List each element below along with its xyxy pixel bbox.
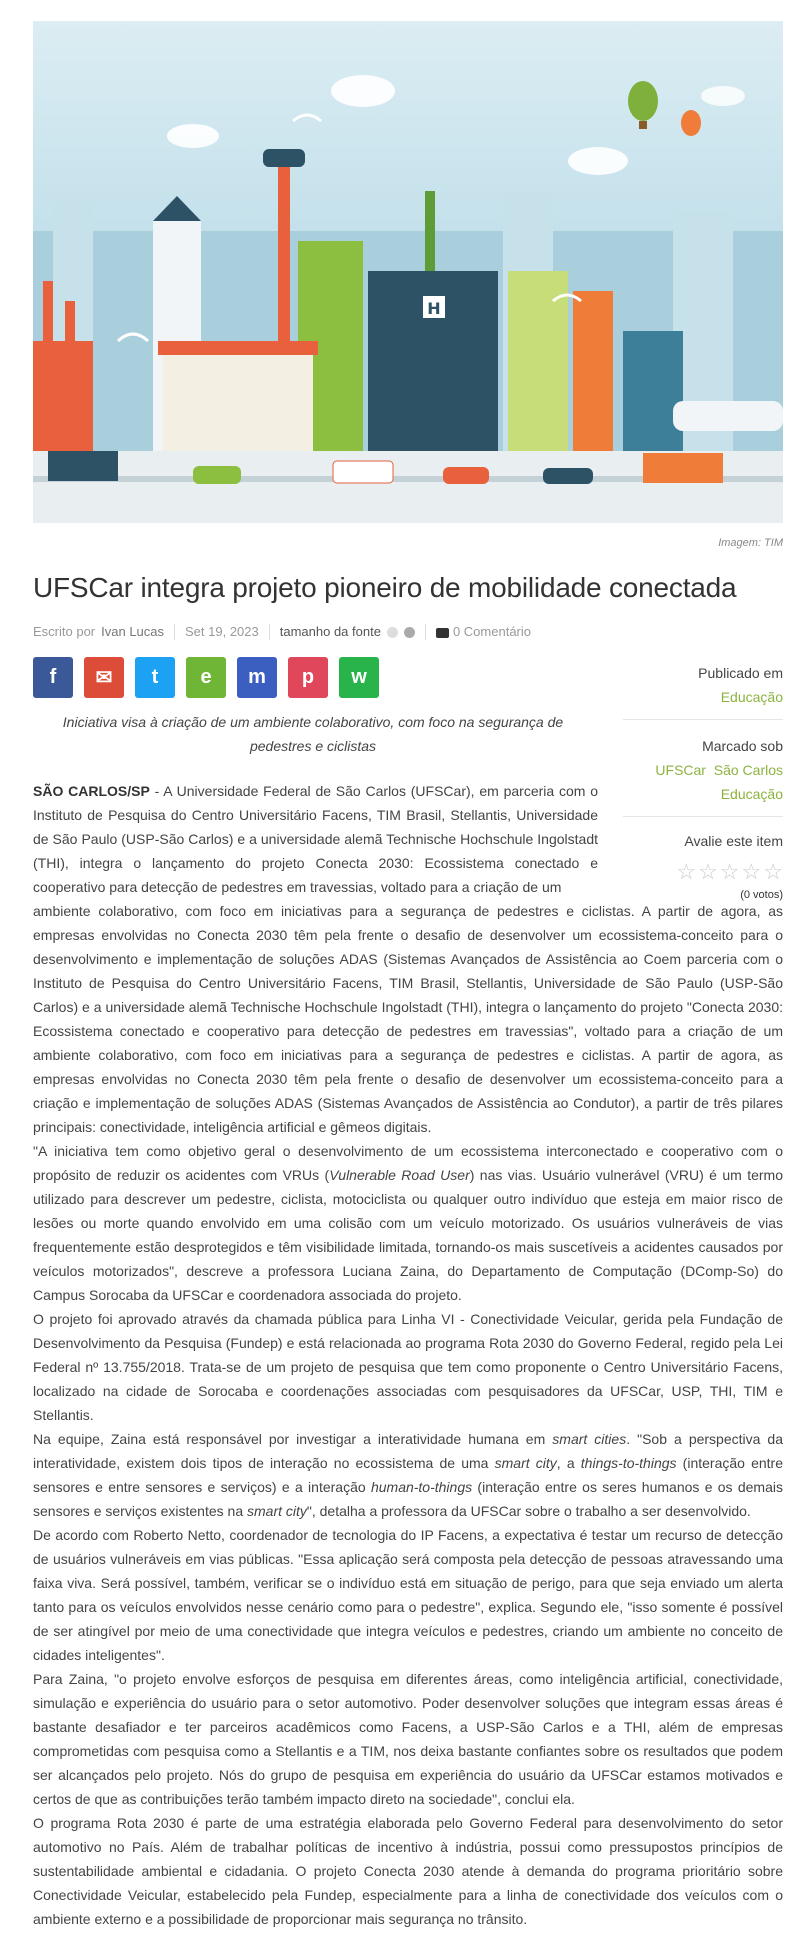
paragraph-text: (interação entre sensores e entre sensores e serviços) e a interação: [33, 1455, 784, 1495]
star-icon[interactable]: ☆: [719, 859, 740, 884]
vote-count: (0 votos): [740, 889, 783, 901]
comment-icon: [436, 628, 449, 638]
pinterest-share-button[interactable]: [288, 657, 328, 698]
paragraph-text: . "Sob a perspectiva da interatividade, existem dois tipos de interação no ecossistema de uma: [33, 1431, 784, 1471]
author-name[interactable]: Ivan Lucas: [101, 624, 165, 639]
divider: [174, 624, 175, 640]
article-body: [33, 779, 783, 1931]
myspace-icon: m: [248, 666, 266, 688]
written-by-label: Escrito por: [33, 624, 96, 639]
paragraph-text: "A iniciativa tem como objetivo geral o desenvolvimento de um ecossistema interconectado e cooperativo com o propósito de reduzir os acidentes com VRUs (: [33, 1143, 783, 1183]
facebook-share-button[interactable]: [33, 657, 73, 698]
image-credit: Imagem: TIM: [718, 537, 783, 549]
emphasis: smart city: [247, 1503, 307, 1519]
star-icon[interactable]: ☆: [698, 859, 718, 884]
article-layout: [33, 657, 783, 1931]
paragraph: De acordo com Roberto Netto, coordenador de tecnologia do IP Facens, a expectativa é testar um recurso de detecção de usuários vulneráveis em vias públicas. "Essa aplicação será composta pela detecção de pessoas atravessando uma faixa viva. Será possível, também, verificar se o indivíduo está em situação de perigo, para que seja enviado um alerta tanto para os veículos envolvidos nesse cenário como para o pedestre", explica. Segundo ele, "isso somente é possível de ser atingível por meio de uma conectividade que integra veículos e pedestres, criando um ambiente no conceito de cidades inteligentes".: [33, 1527, 783, 1663]
evernote-share-button[interactable]: [186, 657, 226, 698]
font-size-label: tamanho da fonte: [279, 624, 381, 639]
paragraph-text: ) nas vias. Usuário vulnerável (VRU) é um termo utilizado para descrever um pedestre, ciclista, motociclista ou qualquer outro indivíduo que esteja em maior risco de lesões ou morte quando envolvido em uma colisão com um veículo motorizado. Os usuários vulneráveis de vias frequentemente estão desprotegidos e têm visibilidade limitada, tornando-os mais suscetíveis a acidentes causados por veículos motorizados", descreve a professora Luciana Zaina, do Departamento de Computação (DComp-So) do Campus Sorocaba da UFSCar e coordenadora associada do projeto.: [33, 1167, 783, 1303]
star-icon[interactable]: ☆: [741, 859, 762, 884]
myspace-share-button[interactable]: [237, 657, 277, 698]
comments-link[interactable]: 0 Comentário: [452, 624, 531, 639]
paragraph-text: ", detalha a professora da UFSCar sobre o trabalho a ser desenvolvido.: [306, 1503, 751, 1519]
paragraph: ambiente colaborativo, com foco em iniciativas para a segurança de pedestres e ciclistas. A partir de agora, as empresas envolvidas no Conecta 2030 têm pela frente o desafio de desenvolver um ecossistema-conceito para o desenvolvimento e implementação de soluções ADAS (Sistemas Avançados de Assistência ao Coem parceria com o Instituto de Pesquisa do Centro Universitário Facens, TIM Brasil, Stellantis, Universidade de São Paulo (USP-São Carlos) e a universidade alemã Technische Hochschule Ingolstadt (THI), integra o lançamento do projeto "Conecta 2030: Ecossistema conectado e cooperativo para detecção de pedestres em travessias", voltado para a criação de um ambiente colaborativo, com foco em iniciativas para a segurança de pedestres e ciclistas. A partir de agora, as empresas envolvidas no Conecta 2030 têm pela frente o desafio de desenvolver um ecossistema-conceito para a criação e implementação de soluções ADAS (Sistemas Avançados de Assistência ao Condutor), a partir de três pilares principais: conectividade, inteligência artificial e gêmeos digitais.: [33, 903, 783, 1135]
font-decrease-icon[interactable]: [387, 627, 398, 638]
tagged-label: Marcado sob: [702, 738, 783, 754]
star-icon[interactable]: ☆: [676, 859, 697, 884]
divider: [269, 624, 270, 640]
rating-stars[interactable]: [623, 861, 783, 883]
paragraph-text: , a: [556, 1455, 581, 1471]
font-increase-icon[interactable]: [404, 627, 415, 638]
article-sidebar: [623, 657, 783, 901]
publish-date: Set 19, 2023: [185, 624, 259, 639]
twitter-share-button[interactable]: [135, 657, 175, 698]
paragraph: [33, 1139, 783, 1307]
category-link[interactable]: Educação: [720, 689, 783, 705]
article-intro: Iniciativa visa à criação de um ambiente colaborativo, com foco na segurança de pedestres e ciclistas: [62, 714, 564, 754]
twitter-icon: t: [151, 666, 159, 688]
emphasis: things-to-things: [580, 1455, 677, 1471]
published-label: Publicado em: [698, 665, 783, 681]
rate-label: Avalie este item: [684, 833, 783, 849]
divider: [425, 624, 426, 640]
email-share-button[interactable]: [84, 657, 124, 698]
evernote-icon: e: [200, 666, 212, 688]
article: [33, 21, 783, 1931]
whatsapp-share-button[interactable]: [339, 657, 379, 698]
tag-link-educacao[interactable]: Educação: [720, 786, 783, 802]
paragraph: Para Zaina, "o projeto envolve esforços de pesquisa em diferentes áreas, como inteligência artificial, conectividade, simulação e experiência do usuário para o setor automotivo. Poder desenvolver soluções que integram essas áreas é bastante desafiador e ter parceiros acadêmicos como Facens, a USP-São Carlos e a THI, além de empresas comprometidas com pesquisa como a Stellantis e a TIM, nos deixa bastante confiantes sobre os resultados que podem ser alcançados pelo projeto. Nós do grupo de pesquisa em experiência do usuário da UFSCar estamos motivados e certos de que as contribuições terão também impacto direto na sociedade", conclui ela.: [33, 1671, 783, 1807]
paragraph: O programa Rota 2030 é parte de uma estratégia elaborada pelo Governo Federal para desenvolvimento do setor automotivo no País. Além de trabalhar políticas de incentivo à indústria, possui como pressupostos princípios de sustentabilidade ambiental e cidadania. O projeto Conecta 2030 atende à demanda do programa prioritário sobre Conectividade Veicular, estabelecido pela Fundep, especialmente para a linha de conectividade dos veículos com o ambiente externo e a possibilidade de proporcionar mais segurança no trânsito.: [33, 1815, 783, 1927]
paragraph: O projeto foi aprovado através da chamada pública para Linha VI - Conectividade Veicular, gerida pela Fundação de Desenvolvimento da Pesquisa (Fundep) e está relacionada ao programa Rota 2030 do Governo Federal, regido pela Lei Federal nº 13.755/2018. Trata-se de um projeto de pesquisa que tem como proponente o Centro Universitário Facens, localizado na cidade de Sorocaba e coordenações associadas com pesquisadores da UFSCar, USP, THI, TIM e Stellantis.: [33, 1311, 783, 1423]
paragraph-text: - A Universidade Federal de São Carlos (UFSCar), em parceria com o Instituto de Pesquisa do Centro Universitário Facens, TIM Brasil, Stellantis, Universidade de São Paulo (USP-São Carlos) e a universidade alemã Technische Hochschule Ingolstadt (THI), integra o lançamento do projeto Conecta 2030: Ecossistema conectado e cooperativo para detecção de pedestres em travessias, voltado para a criação de um: [33, 783, 598, 895]
paragraph: [33, 1427, 783, 1523]
article-title: UFSCar integra projeto pioneiro de mobilidade conectada: [33, 572, 737, 603]
star-icon[interactable]: ☆: [763, 859, 783, 884]
emphasis: Vulnerable Road User: [329, 1167, 470, 1183]
emphasis: smart city: [494, 1455, 557, 1471]
tag-links[interactable]: UFSCar São Carlos: [655, 762, 783, 778]
facebook-icon: f: [49, 666, 57, 688]
paragraph-text: Na equipe, Zaina está responsável por investigar a interatividade humana em: [33, 1431, 553, 1447]
svg-text:H: H: [427, 299, 441, 318]
emphasis: human-to-things: [370, 1479, 473, 1495]
email-icon: ✉: [95, 667, 113, 689]
hero-image-smart-city: [33, 21, 783, 523]
whatsapp-icon: w: [351, 666, 367, 688]
article-meta: [33, 623, 783, 641]
emphasis: smart cities: [552, 1431, 627, 1447]
dateline: SÃO CARLOS/SP: [33, 783, 150, 799]
paragraph-text: (interação entre os seres humanos e os demais sensores e serviços existentes na: [33, 1479, 783, 1519]
pinterest-icon: p: [301, 666, 315, 688]
paragraph: [33, 779, 598, 899]
